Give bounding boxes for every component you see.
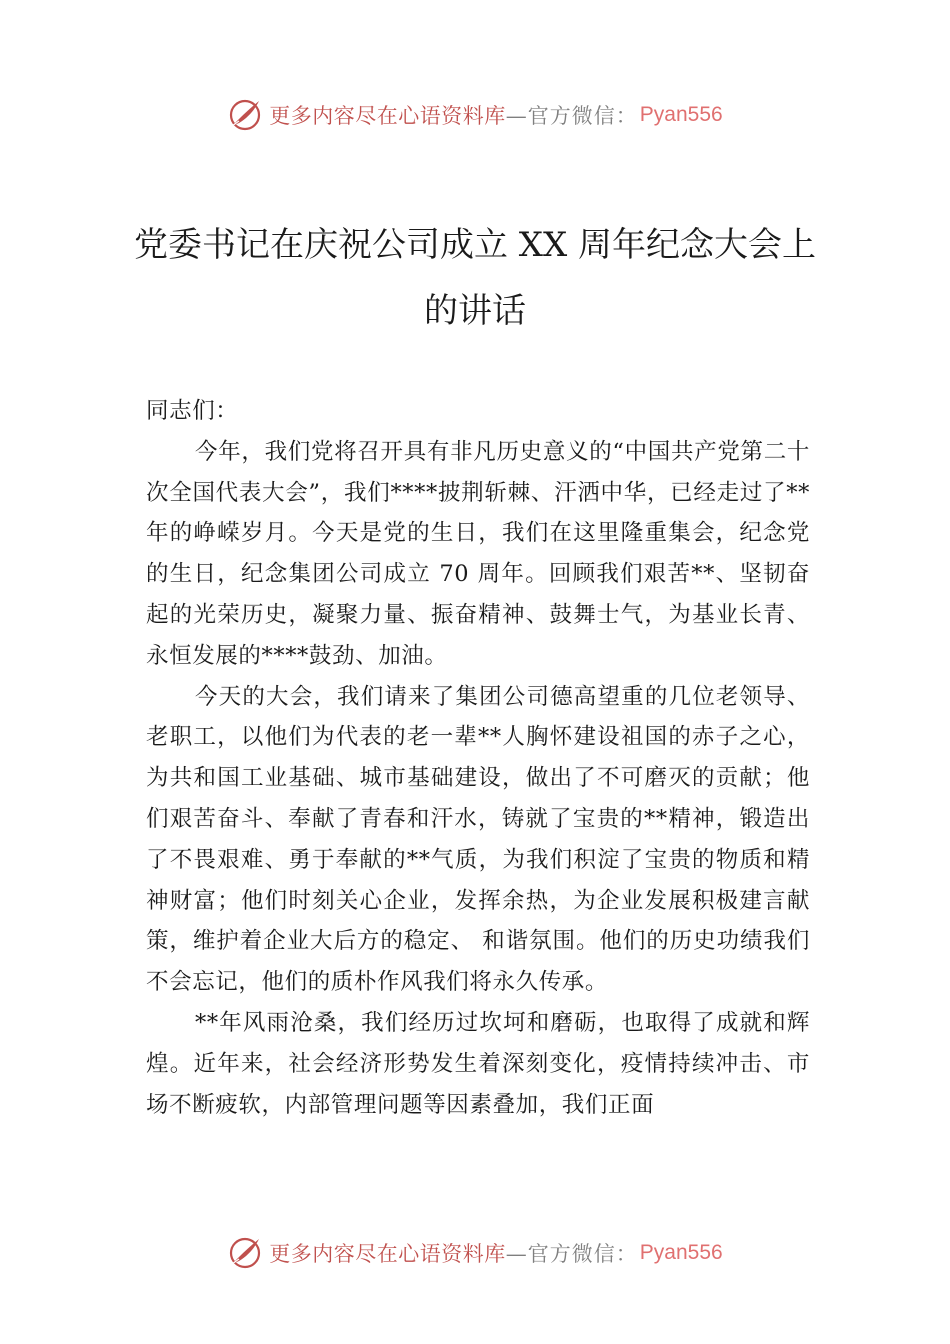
banner-sub-text: —官方微信： <box>505 104 638 128</box>
footer-banner <box>0 1233 950 1273</box>
banner-wechat-id: Pyan556 <box>639 103 723 126</box>
banner-sub-text: —官方微信： <box>505 1242 638 1266</box>
body-paragraph: **年风雨沧桑，我们经历过坎坷和磨砺，也取得了成就和辉煌。近年来，社会经济形势发生着深刻变化，疫情持续冲击、市场不断疲软，内部管理问题等因素叠加，我们正面 <box>146 1009 810 1118</box>
salutation: 同志们： <box>146 398 239 424</box>
quill-logo-icon <box>227 97 263 133</box>
body-paragraph: 今天的大会，我们请来了集团公司德高望重的几位老领导、老职工，以他们为代表的老一辈**人胸怀建设祖国的赤子之心，为共和国工业基础、城市基础建设，做出了不可磨灭的贡献；他们艰苦奋斗、奉献了青春和汗水，铸就了宝贵的**精神，锻造出了不畏艰难、勇于奉献的**气质，为我们积淀了宝贵的物质和精神财富；他们时刻关心企业，发挥余热，为企业发展积极建言献策，维护着企业大后方的稳定、 和谐氛围。他们的历史功绩我们不会忘记，他们的质朴作风我们将永久传承。 <box>146 683 810 996</box>
banner-wechat-id: Pyan556 <box>639 1241 723 1264</box>
banner-main-text: 更多内容尽在心语资料库 <box>269 104 506 128</box>
document-title: 党委书记在庆祝公司成立 XX 周年纪念大会上的讲话 <box>133 225 817 331</box>
body-paragraph: 今年，我们党将召开具有非凡历史意义的“中国共产党第二十次全国代表大会”，我们****披荆斩棘、汗洒中华，已经走过了**年的峥嵘岁月。今天是党的生日，我们在这里隆重集会，纪念党的生日，纪念集团公司成立 70 周年。回顾我们艰苦**、坚韧奋起的光荣历史，凝聚力量、振奋精神、鼓舞士气，为基业长青、永恒发展的****鼓劲、加油。 <box>146 438 810 669</box>
header-banner <box>0 95 950 135</box>
banner-main-text: 更多内容尽在心语资料库 <box>269 1242 506 1266</box>
document-body <box>146 391 810 1125</box>
quill-logo-icon <box>227 1235 263 1271</box>
